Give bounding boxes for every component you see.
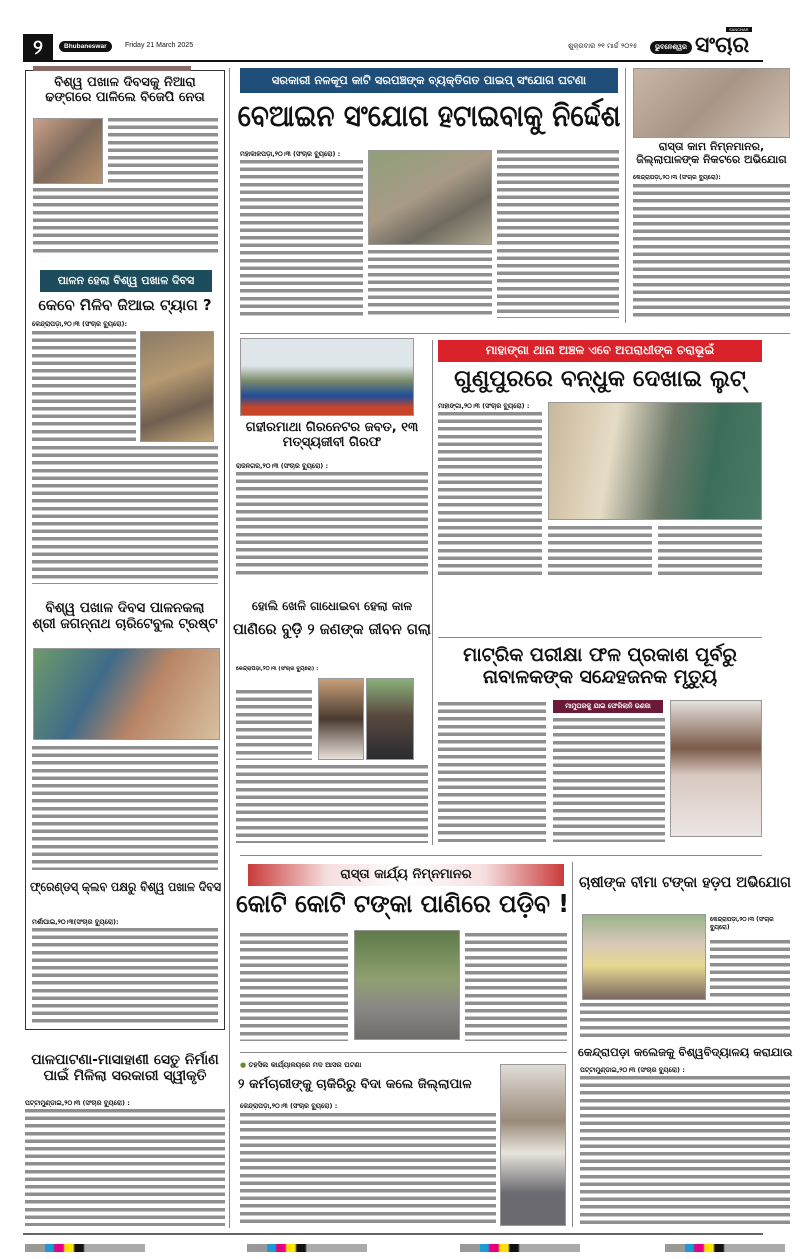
collector-dateline: କେନ୍ଦ୍ରାପଡ଼ା,୨୦।୩ (ସଂଚାର ବ୍ୟୁରୋ) : — [240, 1102, 338, 1110]
section-rule — [240, 1052, 567, 1053]
loot-text — [658, 526, 762, 578]
fishermen-headline: ଗହୀରମାଥା ଗିରନେଟର ଜବତ, ୧୩ ମତ୍ସ୍ୟଜୀବୀ ଗିରଫ — [245, 420, 419, 450]
road-text — [240, 933, 348, 1041]
right-top-text — [633, 184, 790, 319]
lead-dateline: ମହାକାଳପଡ଼ା,୨୦।୩ (ସଂଚାର ବ୍ୟୁରୋ) : — [240, 150, 341, 158]
section-rule — [240, 333, 790, 334]
right-top-photo — [633, 68, 790, 138]
left-story1-text — [33, 188, 218, 256]
loot-dateline: ମାହାଙ୍ଗା,୨୦।୩ (ସଂଚାର ବ୍ୟୁରୋ) : — [438, 402, 530, 410]
loot-kicker: ମାହାଙ୍ଗା ଥାନା ଅଞ୍ଚଳ ଏବେ ଅପରାଧୀଙ୍କ ଚରାଭୂଇଁ — [438, 340, 762, 362]
insurance-text — [580, 1003, 790, 1037]
right-top-headline: ରାସ୍ତା କାମ ନିମ୍ନମାନର, ଜିଲ୍ଲାପାଳଙ୍କ ନିକଟରେ ଅଭିଯୋଗ — [636, 140, 787, 166]
matric-subkicker: ମାମୁଘରକୁ ଯାଇ ଫେରିଲାନି ଭଣଜା — [553, 700, 663, 713]
page-number: ୨ — [23, 34, 53, 60]
column-divider — [625, 68, 626, 323]
left-story3-photo — [33, 648, 220, 740]
footer-rule — [23, 1233, 763, 1235]
left-story1-text — [108, 118, 218, 184]
lead-text — [240, 160, 363, 317]
insurance-dateline: କେନ୍ଦ୍ରାପଡ଼ା,୨୦।୩ (ସଂଚାର ବ୍ୟୁରୋ) — [710, 916, 790, 932]
lead-photo — [368, 150, 492, 245]
right-top-dateline: କେନ୍ଦ୍ରାପଡ଼ା,୨୦।୩ (ସଂଚାର ବ୍ୟୁରୋ): — [633, 174, 721, 181]
logo-small: SANCHAR — [726, 27, 752, 32]
color-bar — [665, 1244, 785, 1252]
road-photo — [354, 930, 460, 1040]
matric-text — [438, 702, 546, 842]
color-bar — [247, 1244, 367, 1252]
left-story5-dateline: ପଟ୍ଟାମୁଣ୍ଡାଇ,୨୦।୩ (ସଂଚାର ବ୍ୟୁରୋ) : — [25, 1099, 130, 1107]
bullet-icon: ● — [240, 1061, 247, 1069]
logo: ସଂଚାର — [695, 33, 750, 58]
loot-text — [438, 412, 542, 577]
matric-headline: ମାଟ୍ରିକ ପରୀକ୍ଷା ଫଳ ପ୍ରକାଶ ପୂର୍ବରୁ ନାବାଳକଙ୍କ ସନ୍ଦେହଜନକ ମୃତ୍ୟୁ — [463, 644, 737, 688]
column-divider — [229, 68, 230, 1228]
left-box-tab — [33, 66, 191, 71]
left-story1-headline: ବିଶ୍ୱ ପଖାଳ ଦିବସକୁ ନିଆରା ଢଙ୍ଗରେ ପାଳିଲେ ବିଜେପି ନେତା — [45, 75, 205, 105]
left-story4-dateline: ମର୍ଶାଘାଇ,୨୦।୩(ସଂଚାର ବ୍ୟୁରୋ): — [32, 918, 119, 926]
left-story5-text — [25, 1109, 225, 1226]
holi-photo-2 — [366, 678, 414, 760]
left-story4-headline: ଫ୍ରେଣ୍ଡସ୍ କ୍ଲବ ପକ୍ଷରୁ ବିଶ୍ୱ ପଖାଳ ଦିବସ — [30, 879, 222, 894]
insurance-text — [710, 940, 790, 999]
date-or: ଶୁକ୍ରବାର ୨୧ ମାର୍ଚ୍ଚ ୨୦୨୫ — [568, 42, 638, 50]
left-story1-photo — [33, 118, 103, 184]
date-en: Friday 21 March 2025 — [125, 42, 194, 49]
section-rule — [438, 637, 762, 638]
holi-headline-1: ହୋଲି ଖେଳି ଗାଧୋଇବା ହେଲା କାଳ — [251, 599, 413, 613]
insurance-headline: ଚାଷୀଙ୍କ ବୀମା ଟଙ୍କା ହଡ଼ପ ଅଭିଯୋଗ — [579, 873, 791, 891]
left-story4-text — [32, 928, 218, 1025]
masthead — [23, 27, 763, 60]
holi-photo-1 — [318, 678, 364, 760]
holi-dateline: କେନ୍ଦ୍ରାପଡ଼ା,୨୦।୩ (ସଂଚାର ବ୍ୟୁରୋ) : — [236, 666, 319, 672]
masthead-rule — [23, 60, 763, 62]
road-headline: କୋଟି କୋଟି ଟଙ୍କା ପାଣିରେ ପଡ଼ିବ ! — [236, 889, 569, 918]
left-story2-headline: କେବେ ମିଳିବ ଜିଆଇ ଟ୍ୟାଗ ? — [38, 296, 212, 314]
section-rule — [240, 855, 762, 856]
color-registration-bars — [0, 1244, 800, 1252]
collector-kicker-text: ତହସିଲ କାର୍ଯ୍ୟାଳୟରେ ମଦ ଆସର ଘଟଣା — [248, 1061, 362, 1069]
road-kicker: ରାସ୍ତା କାର୍ଯ୍ୟ ନିମ୍ନମାନର — [248, 864, 564, 886]
city-badge-or: ଭୁବନେଶ୍ୱର — [650, 41, 692, 54]
left-story3-text — [32, 746, 218, 870]
university-headline: କେନ୍ଦ୍ରାପଡ଼ା କଲେଜକୁ ବିଶ୍ୱବିଦ୍ୟାଳୟ କରାଯାଉ — [578, 1045, 793, 1059]
collector-kicker — [240, 1060, 361, 1070]
lead-headline: ବେଆଇନ ସଂଯୋଗ ହଟାଇବାକୁ ନିର୍ଦ୍ଦେଶ — [237, 99, 621, 134]
left-story3-headline: ବିଶ୍ୱ ପଖାଳ ଦିବସ ପାଳନକଲା ଶ୍ରୀ ଜଗନ୍ନାଥ ଚାରିଟେବୁଲ ଟ୍ରଷ୍ଟ — [32, 600, 218, 633]
matric-text — [553, 718, 665, 842]
color-bar — [460, 1244, 580, 1252]
left-story2-kicker: ପାଳନ ହେଲା ବିଶ୍ୱ ପଖାଳ ଦିବସ — [40, 270, 212, 292]
city-badge-en: Bhubaneswar — [59, 41, 112, 52]
fishermen-text — [236, 472, 428, 577]
collector-headline: ୨ କର୍ମଚାରୀଙ୍କୁ ଚାକିରିରୁ ବିଦା କଲେ ଜିଲ୍ଲାପାଳ — [238, 1077, 472, 1092]
left-story2-dateline: କେନ୍ଦ୍ରାପଡ଼ା,୨୦।୩ (ସଂଚାର ବ୍ୟୁରୋ): — [32, 320, 128, 328]
lead-text — [368, 250, 492, 318]
holi-text — [236, 765, 428, 843]
column-divider — [572, 862, 573, 1227]
color-bar — [25, 1244, 145, 1252]
left-story5-headline: ପାଳପାଟଣା-ମାସାହାଣୀ ସେତୁ ନିର୍ମାଣ ପାଇଁ ମିଳିଲା ସରକାରୀ ସ୍ୱୀକୃତି — [31, 1052, 219, 1085]
left-story2-text — [32, 331, 136, 442]
university-text — [580, 1076, 790, 1225]
holi-text — [236, 690, 312, 760]
loot-photo — [548, 402, 762, 520]
fishermen-photo — [240, 338, 414, 416]
lead-text — [497, 150, 619, 318]
university-dateline: ପଟ୍ଟାମୁଣ୍ଡାଇ,୨୦।୩ (ସଂଚାର ବ୍ୟୁରୋ) : — [580, 1066, 685, 1074]
loot-headline: ଗୁଣୁପୁରରେ ବନ୍ଧୁକ ଦେଖାଇ ଲୁଟ୍ — [454, 366, 746, 392]
collector-text — [240, 1113, 496, 1225]
left-story2-photo — [140, 331, 214, 442]
matric-photo — [670, 700, 762, 837]
fishermen-dateline: ରାଜନଗର,୨୦।୩ (ସଂଚାର ବ୍ୟୁରୋ) : — [236, 462, 329, 470]
insurance-photo — [582, 914, 706, 1000]
left-story2-text — [32, 446, 218, 584]
column-divider — [432, 340, 433, 845]
holi-headline-2: ପାଣିରେ ବୁଡ଼ି ୨ ଜଣଙ୍କ ଜୀବନ ଗଲା — [233, 620, 431, 638]
lead-kicker: ସରକାରୀ ନଳକୂପ କାଟି ସରପଞ୍ଚଙ୍କ ବ୍ୟକ୍ତିଗତ ପାଇପ୍ ସଂଯୋଗ ଘଟଣା — [240, 68, 618, 93]
loot-text — [548, 526, 652, 578]
collector-photo — [500, 1064, 566, 1226]
road-text — [465, 933, 567, 1041]
